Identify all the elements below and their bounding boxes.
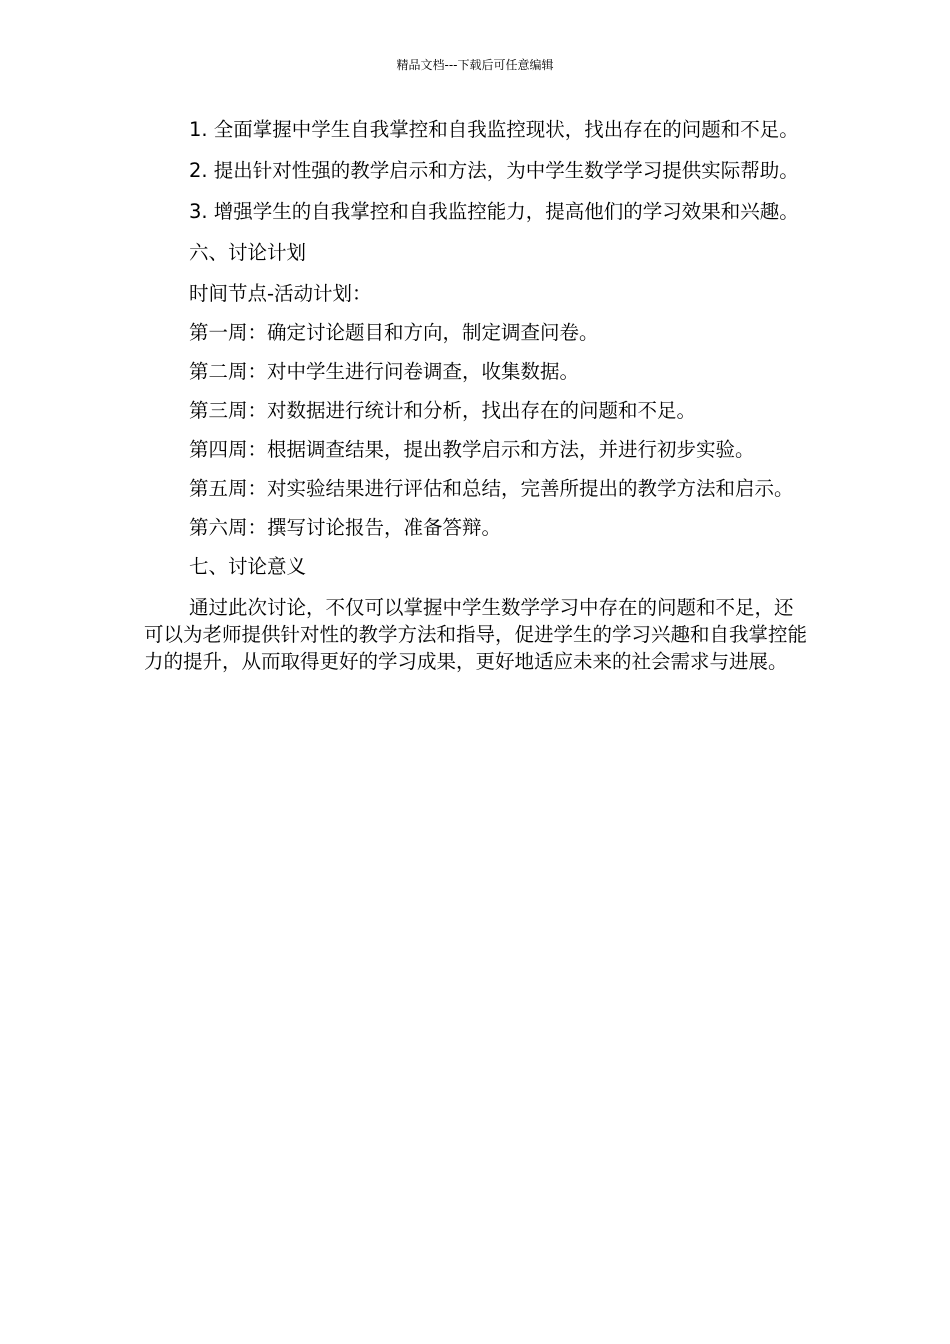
week-4-item: 第四周：根据调查结果，提出教学启示和方法，并进行初步实验。 [189, 438, 755, 461]
page-header: 精品文档---下载后可任意编辑 [396, 58, 554, 72]
goal-item-2: 2. 提出针对性强的教学启示和方法，为中学生数学学习提供实际帮助。 [189, 159, 799, 182]
week-5-item: 第五周：对实验结果进行评估和总结，完善所提出的教学方法和启示。 [189, 477, 794, 500]
goal-item-1: 1. 全面掌握中学生自我掌控和自我监控现状，找出存在的问题和不足。 [189, 118, 799, 141]
goal-item-3: 3. 增强学生的自我掌控和自我监控能力，提高他们的学习效果和兴趣。 [189, 200, 799, 223]
section-6-title: 六、讨论计划 [189, 241, 307, 264]
week-2-item: 第二周：对中学生进行问卷调查，收集数据。 [189, 360, 580, 383]
week-3-item: 第三周：对数据进行统计和分析，找出存在的问题和不足。 [189, 399, 697, 422]
document-body [144, 116, 808, 687]
section-7-title: 七、讨论意义 [189, 555, 307, 578]
section-6-intro: 时间节点-活动计划： [189, 282, 372, 305]
week-6-item: 第六周：撰写讨论报告，准备答辩。 [189, 516, 502, 539]
section-7-body: 通过此次讨论，不仅可以掌握中学生数学学习中存在的问题和不足，还可以为老师提供针对性的教学方法和指导，促进学生的学习兴趣和自我掌控能力的提升，从而取得更好的学习成果，更好地适应未来的社会需求与进展。 [144, 596, 808, 673]
week-1-item: 第一周：确定讨论题目和方向，制定调查问卷。 [189, 321, 599, 344]
